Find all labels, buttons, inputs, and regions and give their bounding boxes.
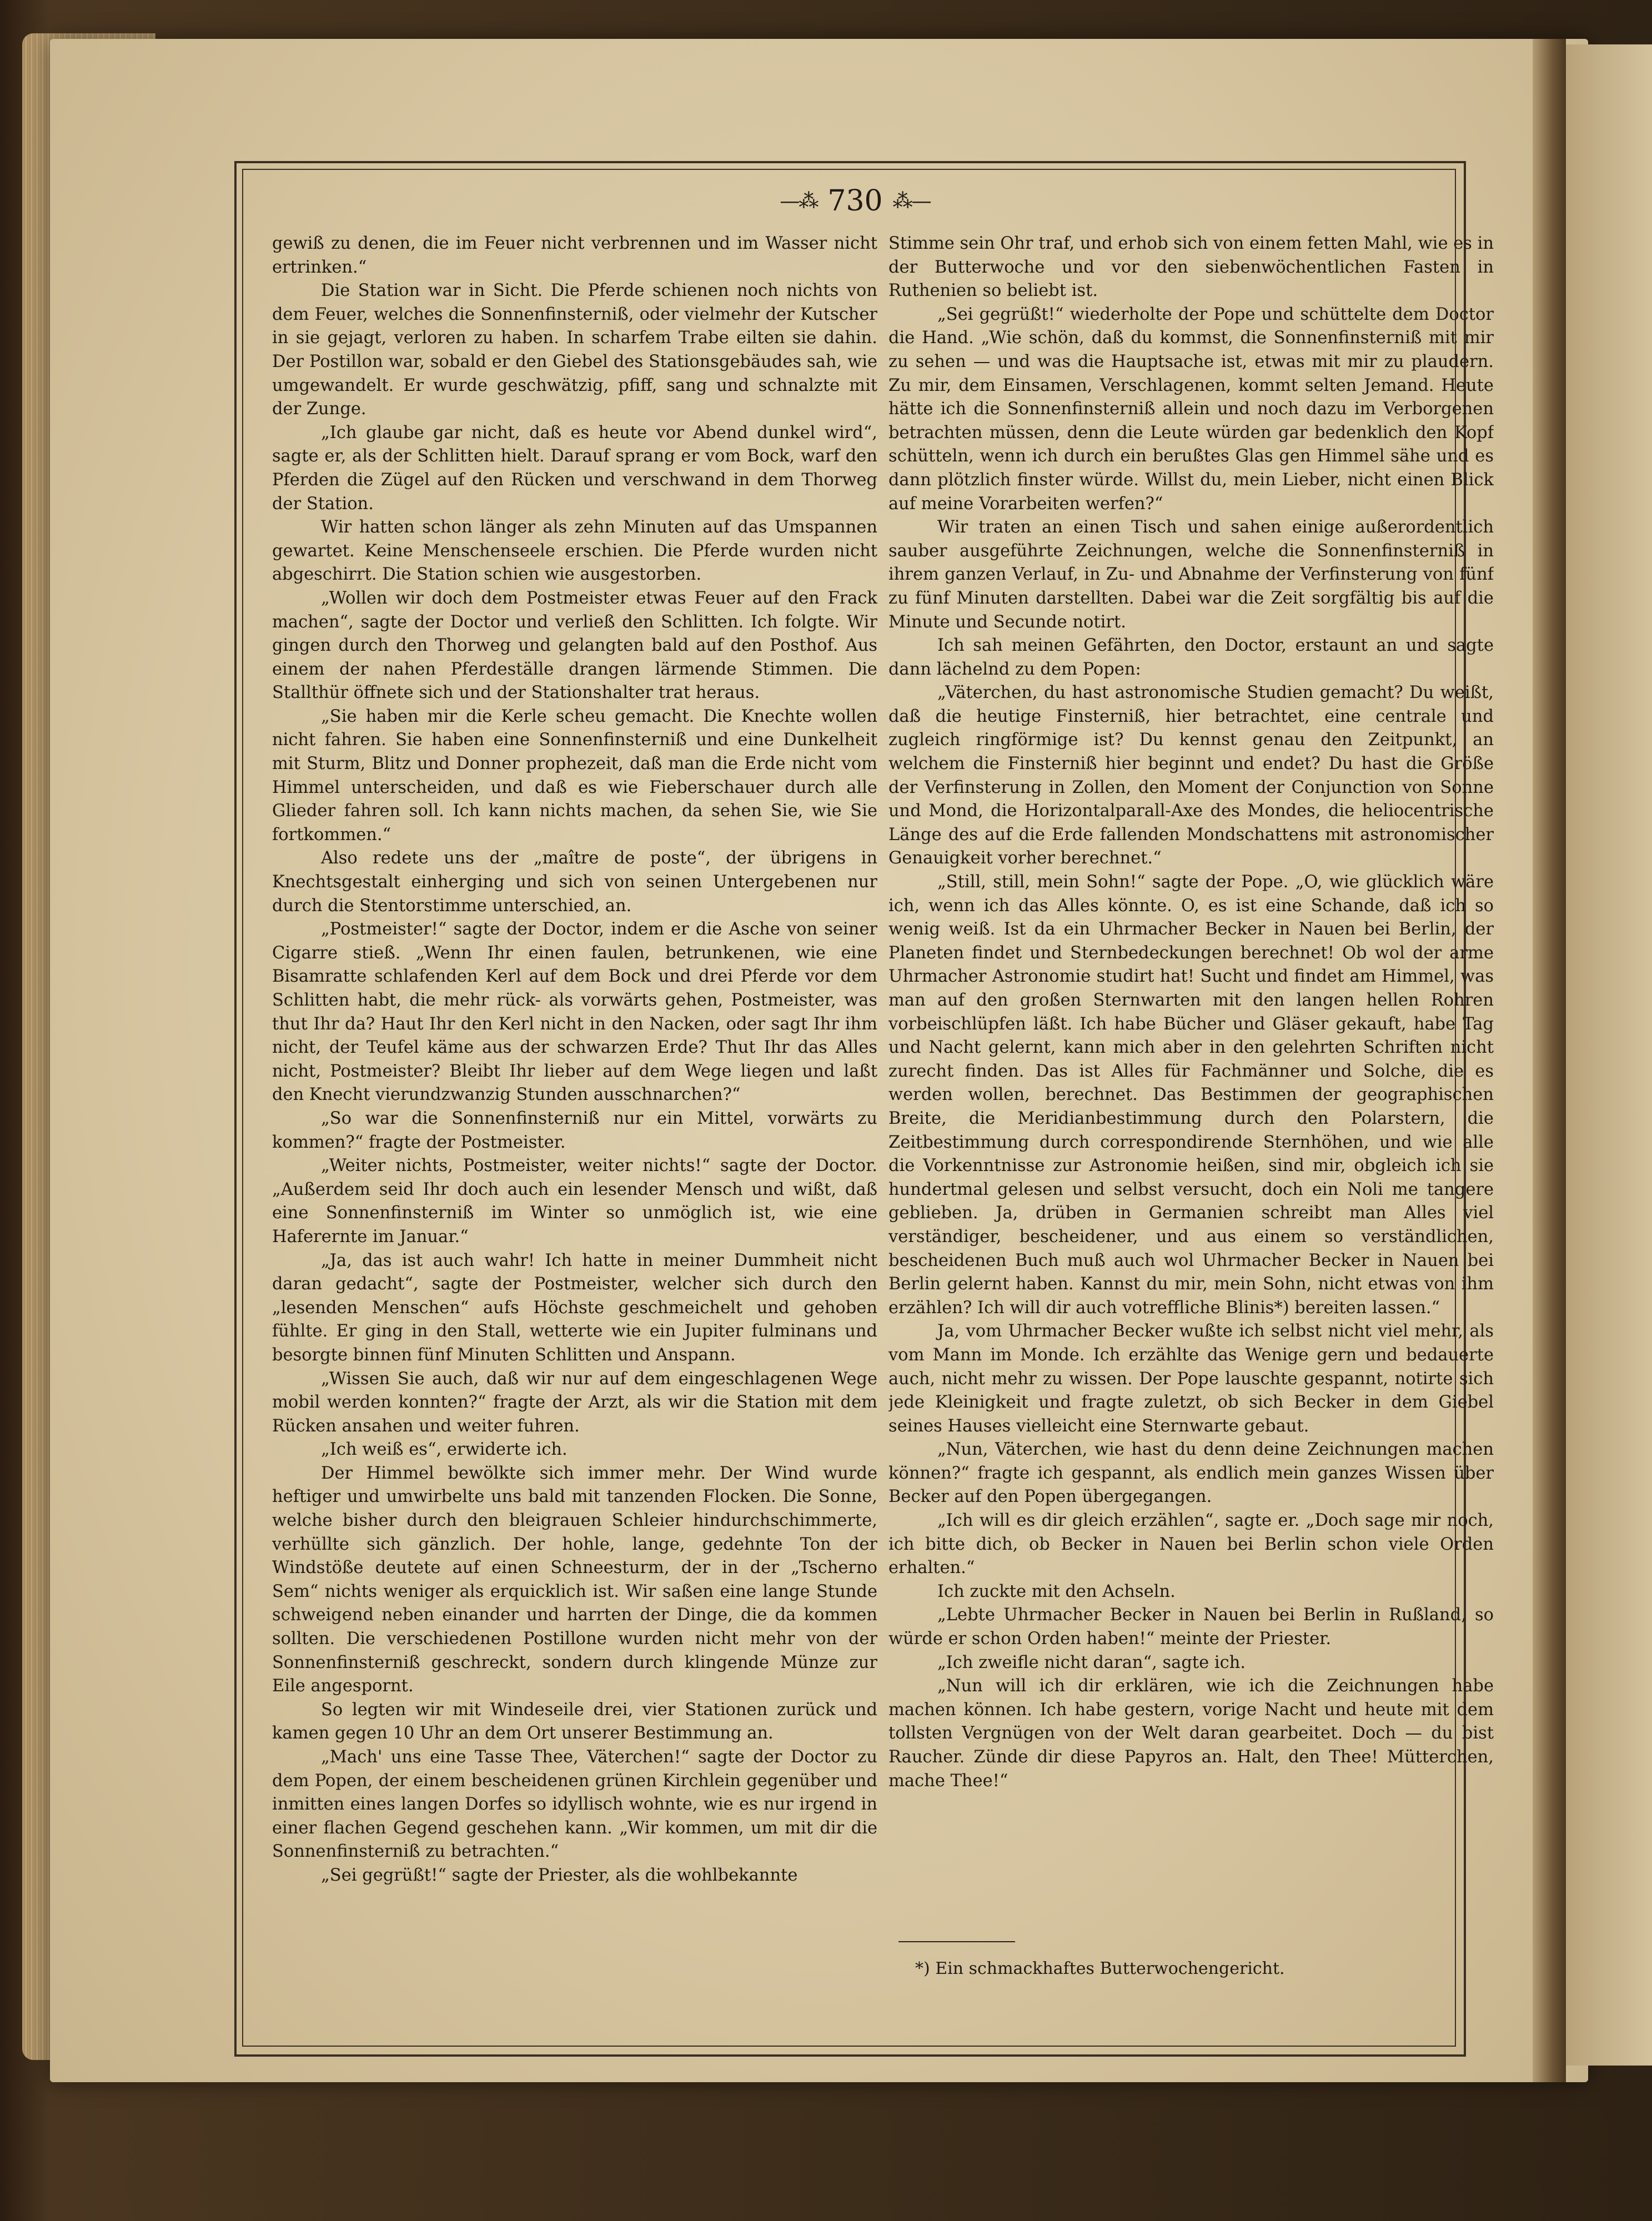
paragraph: „Ich zweifle nicht daran“, sagte ich.: [937, 1652, 1246, 1672]
text-column-left: [272, 232, 877, 2014]
paragraph: So legten wir mit Windeseile drei, vier Stationen zurück und kamen gegen 10 Uhr an dem Ort unserer Bestimmung an.: [272, 1700, 877, 1743]
paragraph: „Wollen wir doch dem Postmeister etwas Feuer auf den Frack machen“, sagte der Doctor und verließ den Schlitten. Ich folgte. Wir gingen durch den Thorweg und gelangten bald auf den Posthof. Aus einem der nahen Pferdeställe drangen lärmende Stimmen. Die Stallthür öffnete sich und der Stationshalter trat heraus.: [272, 588, 877, 703]
paragraph: „Sei gegrüßt!“ sagte der Priester, als die wohlbekannte: [321, 1865, 798, 1885]
paragraph: „Sie haben mir die Kerle scheu gemacht. Die Knechte wollen nicht fahren. Sie haben eine Sonnenfinsterniß und eine Dunkelheit mit Sturm, Blitz und Donner prophezeit, daß man die Erde nicht vom Himmel unterscheiden, und daß es wie Fieberschauer durch alle Glieder fahren soll. Ich kann nichts machen, da sehen Sie, wie Sie fortkommen.“: [272, 706, 877, 845]
paragraph: gewiß zu denen, die im Feuer nicht verbrennen und im Wasser nicht ertrinken.“: [272, 234, 877, 277]
paragraph: „Wissen Sie auch, daß wir nur auf dem eingeschlagenen Wege mobil werden konnten?“ fragte der Arzt, als wir die Station mit dem Rücken ansahen und weiter fuhren.: [272, 1369, 877, 1436]
facing-page-edge: [1566, 44, 1652, 2066]
text-column-right: [888, 232, 1494, 1870]
paragraph: „Ich will es dir gleich erzählen“, sagte er. „Doch sage mir noch, ich bitte dich, ob Becker in Nauen bei Berlin schon viele Orden erhalten.“: [888, 1511, 1494, 1578]
paragraph: Stimme sein Ohr traf, und erhob sich von einem fetten Mahl, wie es in der Butterwoche und vor den siebenwöchentlichen Fasten in Ruthenien so beliebt ist.: [888, 234, 1494, 301]
footnote: *) Ein schmackhaftes Butterwochengericht.: [915, 1959, 1285, 1978]
paragraph: Also redete uns der „maître de poste“, der übrigens in Knechtsgestalt einherging und sich von seinen Untergebenen nur durch die Stentorstimme unterschied, an.: [272, 848, 877, 916]
paragraph: „Mach' uns eine Tasse Thee, Väterchen!“ sagte der Doctor zu dem Popen, der einem bescheidenen grünen Kirchlein gegenüber und inmitten eines langen Dorfes so idyllisch wohnte, wie es nur irgend in einer flachen Gegend geschehen kann. „Wir kommen, um mit dir die Sonnenfinsterniß zu betrachten.“: [272, 1747, 877, 1862]
paragraph: „Postmeister!“ sagte der Doctor, indem er die Asche von seiner Cigarre stieß. „Wenn Ihr einen faulen, betrunkenen, wie eine Bisamratte schlafenden Kerl auf dem Bock und drei Pferde vor dem Schlitten habt, die mehr rück- als vorwärts gehen, Postmeister, was thut Ihr da? Haut Ihr den Kerl nicht in den Nacken, oder sagt Ihr ihm nicht, der Teufel käme aus der schwarzen Erde? Thut Ihr das Alles nicht, Postmeister? Bleibt Ihr lieber auf dem Wege liegen und laßt den Knecht vierundzwanzig Stunden ausschnarchen?“: [272, 919, 877, 1105]
paragraph: „Still, still, mein Sohn!“ sagte der Pope. „O, wie glücklich wäre ich, wenn ich das Alles könnte. O, es ist eine Schande, daß ich so wenig weiß. Ist da ein Uhrmacher Becker in Nauen bei Berlin, der Planeten findet und Sternbedeckungen berechnet! Ob wol der arme Uhrmacher Astronomie studirt hat! Sucht und findet am Himmel, was man auf den großen Sternwarten mit den langen hellen Rohren vorbeischlüpfen läßt. Ich habe Bücher und Gläser gekauft, habe Tag und Nacht gelernt, kann mich aber in den gelehrten Schriften nicht zurecht finden. Das ist Alles für Fachmänner und Solche, die es werden wollen, berechnet. Das Bestimmen der geographischen Breite, die Meridianbestimmung durch den Polarstern, die Zeitbestimmung durch correspondirende Sternhöhen, und wie alle die Vorkenntnisse zur Astronomie heißen, sind mir, obgleich ich sie hundertmal gelesen und selbst versucht, doch ein Noli me tangere geblieben. Ja, drüben in Germanien schreibt man Alles viel verständiger, bescheidener, und aus einem so verständlichen, bescheidenen Buch muß auch wol Uhrmacher Becker in Nauen bei Berlin gelernt haben. Kannst du mir, mein Sohn, nicht etwas von ihm erzählen? Ich will dir auch votreffliche Blinis*) bereiten lassen.“: [888, 872, 1494, 1318]
paragraph: „Ich glaube gar nicht, daß es heute vor Abend dunkel wird“, sagte er, als der Schlitten hielt. Darauf sprang er vom Bock, warf den Pferden die Zügel auf den Rücken und verschwand in dem Thorweg der Station.: [272, 423, 877, 514]
paragraph: Die Station war in Sicht. Die Pferde schienen noch nichts von dem Feuer, welches die Sonnenfinsterniß, oder vielmehr der Kutscher in sie gejagt, verloren zu haben. In scharfem Trabe eilten sie dahin. Der Postillon war, sobald er den Giebel des Stationsgebäudes sah, wie umgewandelt. Er wurde geschwätzig, pfiff, sang und schnalzte mit der Zunge.: [272, 281, 877, 419]
page-header: [755, 179, 955, 223]
book-gutter: [1533, 39, 1566, 2082]
paragraph: „Nun will ich dir erklären, wie ich die Zeichnungen habe machen können. Ich habe gestern, vorige Nacht und heute mit dem tollsten Vergnügen von der Welt daran gearbeitet. Doch — du bist Raucher. Zünde dir diese Papyros an. Halt, den Thee! Mütterchen, mache Thee!“: [888, 1676, 1494, 1791]
paragraph: Wir hatten schon länger als zehn Minuten auf das Umspannen gewartet. Keine Menschenseele erschien. Die Pferde wurden nicht abgeschirrt. Die Station schien wie ausgestorben.: [272, 517, 877, 585]
paragraph: „Sei gegrüßt!“ wiederholte der Pope und schüttelte dem Doctor die Hand. „Wie schön, daß du kommst, die Sonnenfinsterniß mit mir zu sehen — und was die Hauptsache ist, etwas mit mir zu plaudern. Zu mir, dem Einsamen, Verschlagenen, kommt selten Jemand. Heute hätte ich die Sonnenfinsterniß allein und noch dazu im Verborgenen betrachten müssen, denn die Leute würden gar bedenklich den Kopf schütteln, wenn ich durch ein berußtes Glas gen Himmel sähe und es dann plötzlich finster würde. Willst du, mein Lieber, nicht einen Blick auf meine Vorarbeiten werfen?“: [888, 304, 1494, 514]
paragraph: Wir traten an einen Tisch und sahen einige außerordentlich sauber ausgeführte Zeichnungen, welche die Sonnenfinsterniß in ihrem ganzen Verlauf, in Zu- und Abnahme der Verfinsterung von fünf zu fünf Minuten darstellten. Dabei war die Zeit sorgfältig bis auf die Minute und Secunde notirt.: [888, 517, 1494, 632]
paragraph: „Ich weiß es“, erwiderte ich.: [321, 1440, 568, 1460]
paragraph: „Nun, Väterchen, wie hast du denn deine Zeichnungen machen können?“ fragte ich gespannt, als endlich mein ganzes Wissen über Becker auf den Popen übergegangen.: [888, 1440, 1494, 1507]
paragraph: „So war die Sonnenfinsterniß nur ein Mittel, vorwärts zu kommen?“ fragte der Postmeister.: [272, 1108, 877, 1152]
paragraph: „Lebte Uhrmacher Becker in Nauen bei Berlin in Rußland, so würde er schon Orden haben!“ meinte der Priester.: [888, 1605, 1494, 1649]
paragraph: Ich zuckte mit den Achseln.: [937, 1581, 1176, 1601]
header-ornament-right: ⁂—: [892, 189, 931, 213]
paragraph: Ich sah meinen Gefährten, den Doctor, erstaunt an und sagte dann lächelnd zu dem Popen:: [888, 636, 1494, 679]
paragraph: Ja, vom Uhrmacher Becker wußte ich selbst nicht viel mehr, als vom Mann im Monde. Ich erzählte das Wenige gern und bedauerte auch, nicht mehr zu wissen. Der Pope lauschte gespannt, notirte sich jede Kleinigkeit und fragte zuletzt, ob sich Becker in dem Giebel seines Hauses vielleicht eine Sternwarte gebaut.: [888, 1321, 1494, 1436]
footnote-rule: [898, 1941, 1015, 1942]
paragraph: „Ja, das ist auch wahr! Ich hatte in meiner Dummheit nicht daran gedacht“, sagte der Postmeister, welcher sich durch den „lesenden Menschen“ aufs Höchste geschmeichelt und gehoben fühlte. Er ging in den Stall, wetterte wie ein Jupiter fulminans und besorgte binnen fünf Minuten Schlitten und Anspann.: [272, 1250, 877, 1365]
header-ornament-left: —⁂: [780, 189, 818, 213]
paragraph: „Väterchen, du hast astronomische Studien gemacht? Du weißt, daß die heutige Finsterniß, hier betrachtet, eine centrale und zugleich ringförmige ist? Du kennst genau den Zeitpunkt, an welchem die Finsterniß hier beginnt und endet? Du hast die Größe der Verfinsterung in Zollen, den Moment der Conjunction von Sonne und Mond, die Horizontalparall-Axe des Mondes, die heliocentrische Länge des auf die Erde fallenden Mondschattens mit astronomischer Genauigkeit vorher berechnet.“: [888, 683, 1494, 868]
page-number: 730: [827, 184, 883, 218]
paragraph: Der Himmel bewölkte sich immer mehr. Der Wind wurde heftiger und umwirbelte uns bald mit tanzenden Flocken. Die Sonne, welche bisher durch den bleigrauen Schleier hindurchschimmerte, verhüllte sich gänzlich. Der hohle, lange, gedehnte Ton der Windstöße deutete auf einen Schneesturm, der in der „Tscherno Sem“ nichts weniger als erquicklich ist. Wir saßen eine lange Stunde schweigend neben einander und harrten der Dinge, die da kommen sollten. Die verschiedenen Postillone wurden nicht mehr von der Sonnenfinsterniß geschreckt, sondern durch klingende Münze zur Eile angespornt.: [272, 1463, 877, 1696]
paragraph: „Weiter nichts, Postmeister, weiter nichts!“ sagte der Doctor. „Außerdem seid Ihr doch auch ein lesender Mensch und wißt, daß eine Sonnenfinsterniß im Winter so unmöglich ist, wie eine Haferernte im Januar.“: [272, 1156, 877, 1247]
